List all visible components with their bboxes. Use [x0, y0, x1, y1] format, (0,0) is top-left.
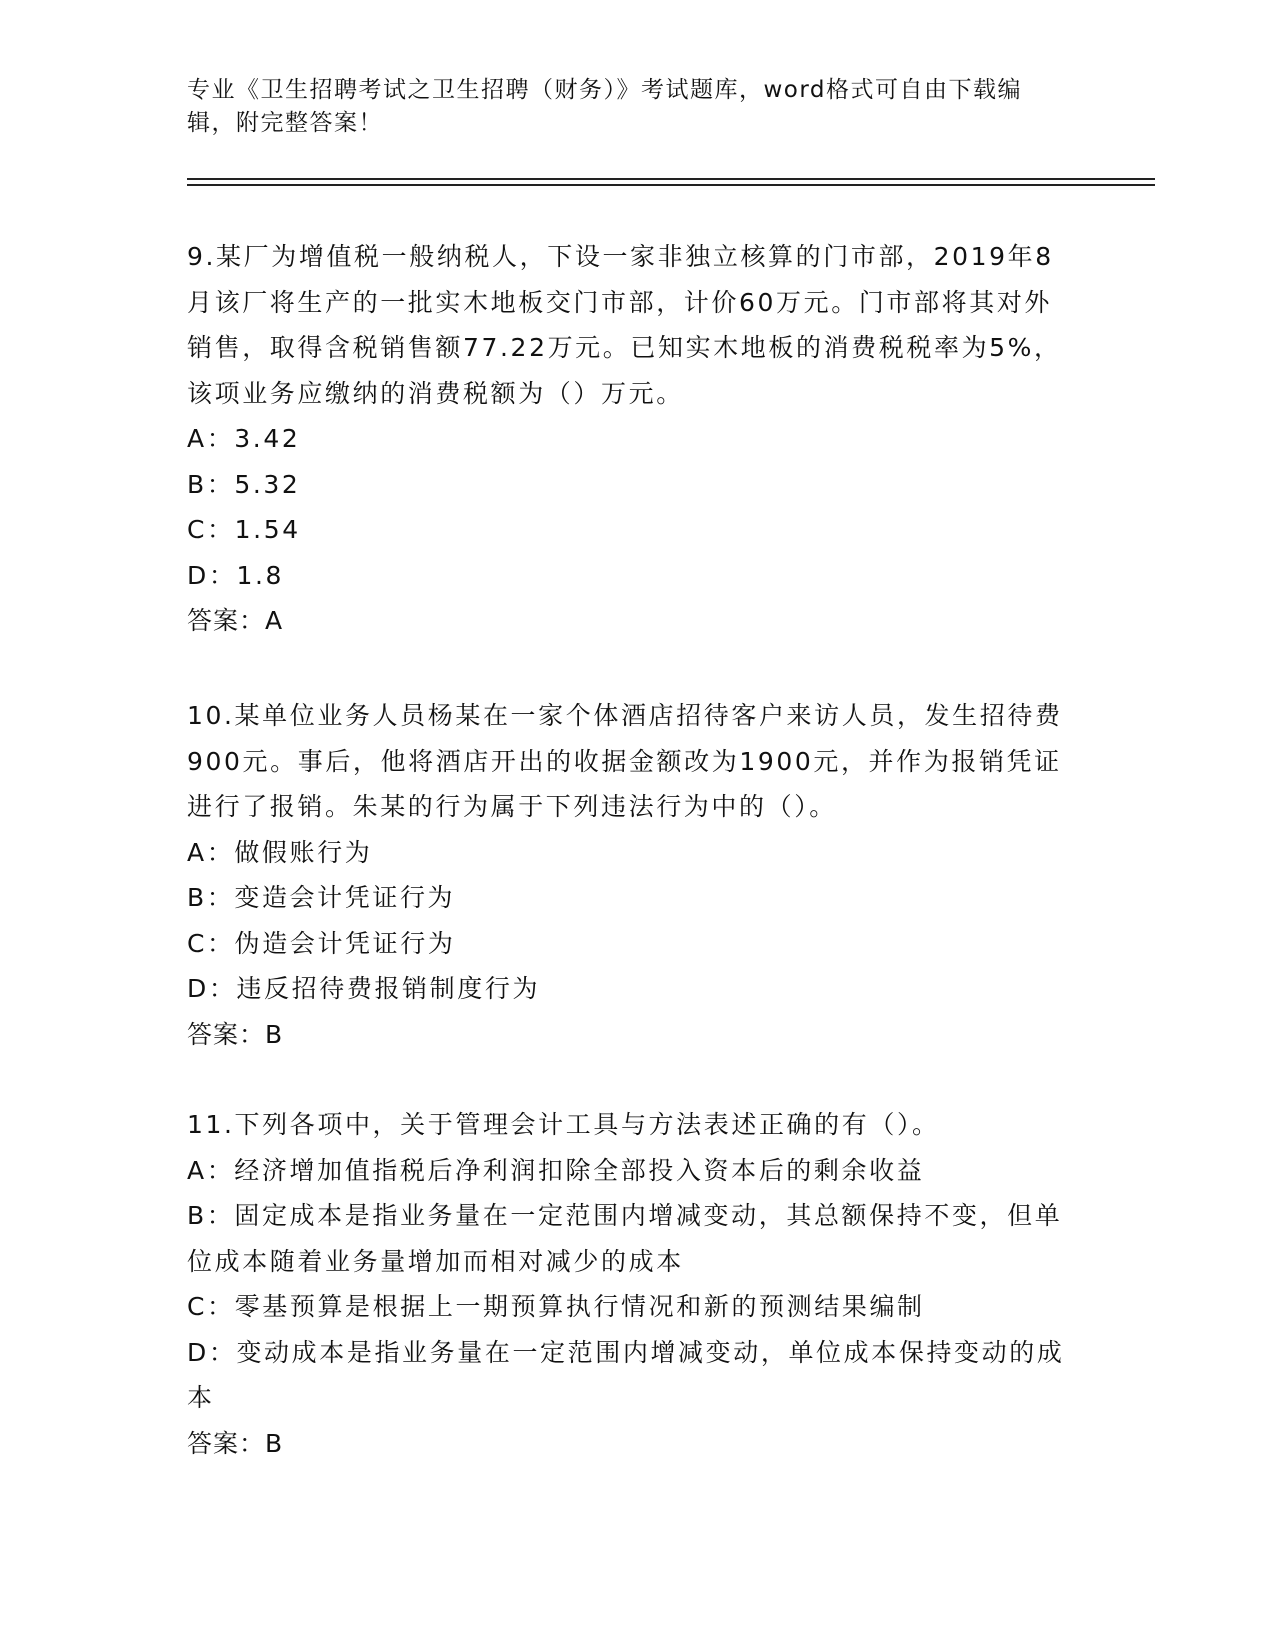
option-b: B：固定成本是指业务量在一定范围内增减变动，其总额保持不变，但单位成本随着业务量增加而相对减少的成本: [187, 1201, 1063, 1276]
question-stem: 11.下列各项中，关于管理会计工具与方法表述正确的有（）。: [187, 1110, 940, 1139]
option-c: C：零基预算是根据上一期预算执行情况和新的预测结果编制: [187, 1292, 925, 1321]
question-9: [187, 234, 1072, 644]
option-d: D：1.8: [187, 560, 285, 590]
header-text: 专业《卫生招聘考试之卫生招聘（财务）》考试题库，word格式可自由下载编辑，附完整答案！: [187, 77, 1023, 136]
header-divider-top: [187, 178, 1155, 180]
question-stem: 9.某厂为增值税一般纳税人，下设一家非独立核算的门市部，2019年8月该厂将生产的一批实木地板交门市部，计价60万元。门市部将其对外销售，取得含税销售额77.22万元。已知实木地板的消费税税率为5%，该项业务应缴纳的消费税额为（）万元。: [187, 242, 1062, 408]
option-b: B：变造会计凭证行为: [187, 883, 456, 912]
option-a: A：3.42: [187, 424, 301, 453]
option-b: B：5.32: [187, 469, 301, 499]
option-c: C：伪造会计凭证行为: [187, 928, 456, 958]
question-11: [187, 1102, 1072, 1466]
header-divider-bottom: [187, 184, 1155, 186]
option-c: C：1.54: [187, 515, 301, 544]
option-a: A：经济增加值指税后净利润扣除全部投入资本后的剩余收益: [187, 1155, 925, 1185]
document-header: [187, 74, 1067, 140]
answer: 答案：B: [187, 1019, 284, 1049]
option-d: D：违反招待费报销制度行为: [187, 974, 541, 1003]
question-10: [187, 693, 1072, 1057]
answer: 答案：B: [187, 1428, 284, 1458]
option-d: D：变动成本是指业务量在一定范围内增减变动，单位成本保持变动的成本: [187, 1337, 1065, 1412]
question-stem: 10.某单位业务人员杨某在一家个体酒店招待客户来访人员，发生招待费900元。事后，他将酒店开出的收据金额改为1900元，并作为报销凭证进行了报销。朱某的行为属于下列违法行为中的（）。: [187, 701, 1063, 821]
answer: 答案：A: [187, 606, 284, 635]
option-a: A：做假账行为: [187, 837, 373, 867]
